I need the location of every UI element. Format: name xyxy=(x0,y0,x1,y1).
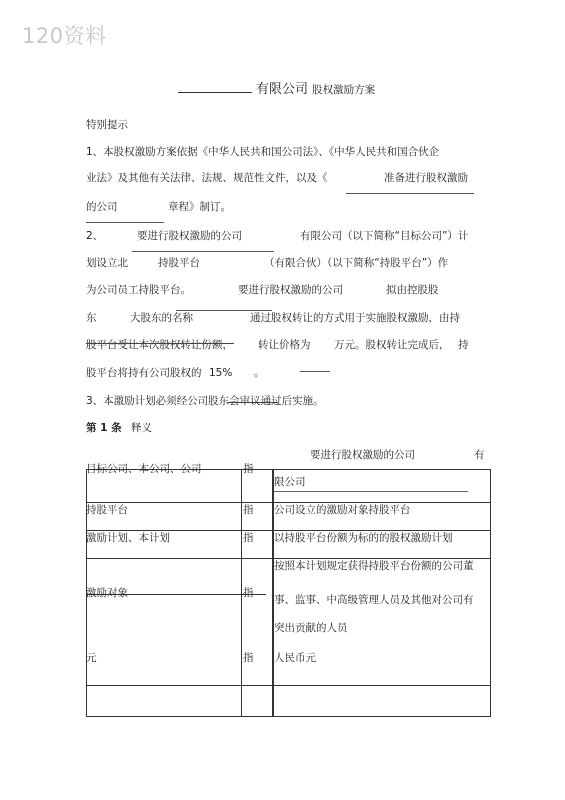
def-cell-line1: 按照本计划规定获得持股平台份额的公司董 xyxy=(274,560,474,572)
blank-underline xyxy=(300,371,330,372)
blank-underline xyxy=(346,193,474,194)
term-cell: 元 xyxy=(86,652,97,664)
table-border-right xyxy=(490,469,491,717)
p2-line2a: 划设立北 xyxy=(86,257,128,269)
def-top-note-a: 要进行股权激励的公司 xyxy=(310,449,415,461)
p2-line4a: 东 xyxy=(86,312,97,324)
p2-line6b: 15% xyxy=(209,367,233,379)
table-column-line xyxy=(241,469,242,717)
article-name: 释义 xyxy=(130,422,152,434)
mid-cell: 指 xyxy=(243,587,254,599)
def-cell: 限公司 xyxy=(274,476,306,488)
mid-cell: 指 xyxy=(243,463,254,475)
p2-line6a: 股平台将持有公司股权的 xyxy=(86,367,202,379)
mid-cell: 指 xyxy=(243,652,254,664)
def-underline xyxy=(274,491,468,492)
def-cell-line3: 突出贡献的人员 xyxy=(274,622,348,634)
p1-line3a: 的公司 xyxy=(86,201,118,213)
p2-line2c: （有限合伙）（以下简称“持股平台”）作 xyxy=(264,257,449,269)
table-divider xyxy=(86,685,491,686)
document-title xyxy=(256,78,375,97)
blank-underline xyxy=(176,310,272,311)
term-cell: 目标公司、本公司、公司 xyxy=(86,463,202,475)
p1-line2a: 业法》及其他有关法律、法规、规范性文件，以及《 xyxy=(86,172,328,184)
title-blank-underline xyxy=(178,92,252,93)
p1-line1: 1、本股权激励方案依据《中华人民共和国公司法》、《中华人民共和国合伙企 xyxy=(86,146,440,158)
p2-line1a: 2、 xyxy=(86,230,104,242)
def-cell-line2: 事、监事、中高级管理人员及其他对公司有 xyxy=(274,594,474,606)
p2-line1b: 要进行股权激励的公司 xyxy=(137,230,242,242)
p3-line: 3、本激励计划必须经公司股东会审议通过后实施。 xyxy=(86,395,324,407)
p2-line5c: 万元。股权转让完成后， xyxy=(334,339,450,351)
def-top-note-b: 有 xyxy=(474,449,485,461)
p2-line5b: 转让价格为 xyxy=(258,339,311,351)
p2-line4c: 通过股权转让的方式用于实施股权激励，由持 xyxy=(250,312,460,324)
def-cell: 人民币元 xyxy=(274,652,316,664)
mid-cell: 指 xyxy=(243,504,254,516)
p2-line3a: 为公司员工持股平台。 xyxy=(86,284,191,296)
p1-line3b: 章程》制订。 xyxy=(168,201,231,213)
watermark: 120资料 xyxy=(22,24,107,48)
title-main: 有限公司 xyxy=(256,82,309,97)
strike-line xyxy=(228,402,278,403)
p1-line2b: 准备进行股权激励 xyxy=(384,172,468,184)
p2-line4b: 大股东的名称 xyxy=(130,312,193,324)
article-number: 第 1 条 xyxy=(86,422,122,434)
p2-line2b: 持股平台 xyxy=(158,257,200,269)
table-border-bottom xyxy=(86,716,491,717)
def-cell: 公司设立的激励对象持股平台 xyxy=(274,504,411,516)
term-cell: 激励对象 xyxy=(86,587,128,599)
p2-line1c: 有限公司（以下简称“目标公司”）计 xyxy=(300,230,469,242)
title-sub: 股权激励方案 xyxy=(312,84,376,96)
p2-line3b: 要进行股权激励的公司 xyxy=(238,284,343,296)
p2-line3c: 拟由控股股 xyxy=(386,284,439,296)
strike-line xyxy=(86,343,234,344)
def-cell: 以持股平台份额为标的的股权激励计划 xyxy=(274,532,453,544)
term-cell: 持股平台 xyxy=(86,504,128,516)
notice-heading: 特别提示 xyxy=(86,119,128,131)
blank-underline xyxy=(132,251,274,252)
article-heading xyxy=(86,421,152,435)
p2-line6c: 。 xyxy=(254,367,265,379)
mid-cell: 指 xyxy=(243,532,254,544)
blank-underline xyxy=(86,222,164,223)
p2-line5d: 持 xyxy=(458,339,469,351)
term-cell: 激励计划、本计划 xyxy=(86,532,170,544)
p2-line5a: 股平台受让本次股权转让份额， xyxy=(86,339,233,351)
